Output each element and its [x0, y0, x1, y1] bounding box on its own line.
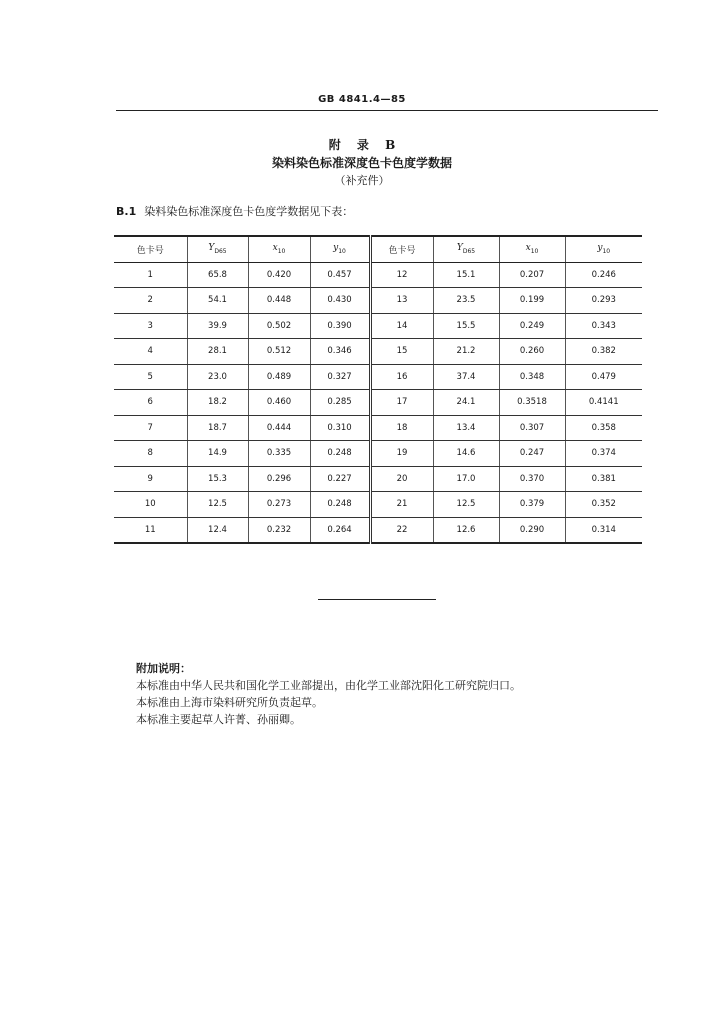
- header-y10: $y_{10}$: [565, 236, 642, 262]
- y-d65-cell: 12.5: [187, 492, 248, 518]
- card-no-cell: 18: [370, 415, 433, 441]
- card-no-cell: 4: [114, 339, 187, 365]
- y-d65-cell: 15.5: [433, 313, 499, 339]
- x10-cell: 0.307: [499, 415, 565, 441]
- y-d65-cell: 17.0: [433, 466, 499, 492]
- y10-cell: 0.381: [565, 466, 642, 492]
- y10-cell: 0.285: [310, 390, 370, 416]
- x10-cell: 0.296: [248, 466, 310, 492]
- x10-cell: 0.502: [248, 313, 310, 339]
- x10-cell: 0.512: [248, 339, 310, 365]
- table-row: [114, 517, 642, 543]
- x10-cell: 0.260: [499, 339, 565, 365]
- card-no-cell: 1: [114, 262, 187, 288]
- additional-notes: [136, 660, 521, 728]
- x10-cell: 0.232: [248, 517, 310, 543]
- x10-cell: 0.249: [499, 313, 565, 339]
- y10-cell: 0.479: [565, 364, 642, 390]
- y10-cell: 0.248: [310, 441, 370, 467]
- card-no-cell: 14: [370, 313, 433, 339]
- table-row: [114, 288, 642, 314]
- y-d65-cell: 23.0: [187, 364, 248, 390]
- x10-cell: 0.379: [499, 492, 565, 518]
- y10-cell: 0.314: [565, 517, 642, 543]
- header-y10: $y_{10}$: [310, 236, 370, 262]
- y10-cell: 0.343: [565, 313, 642, 339]
- y10-cell: 0.374: [565, 441, 642, 467]
- table-body: [114, 262, 642, 543]
- x10-cell: 0.273: [248, 492, 310, 518]
- y-d65-cell: 39.9: [187, 313, 248, 339]
- card-no-cell: 20: [370, 466, 433, 492]
- appendix-heading-block: [0, 136, 724, 190]
- y-d65-cell: 12.5: [433, 492, 499, 518]
- table-row: [114, 441, 642, 467]
- y-d65-cell: 12.4: [187, 517, 248, 543]
- y-d65-cell: 14.9: [187, 441, 248, 467]
- card-no-cell: 9: [114, 466, 187, 492]
- y-d65-cell: 12.6: [433, 517, 499, 543]
- table-row: [114, 339, 642, 365]
- header-y-d65: $Y_{D65}$: [187, 236, 248, 262]
- table-row: [114, 390, 642, 416]
- header-x10: $x_{10}$: [248, 236, 310, 262]
- y-d65-cell: 14.6: [433, 441, 499, 467]
- y-d65-cell: 24.1: [433, 390, 499, 416]
- y10-cell: 0.430: [310, 288, 370, 314]
- colorimetric-data-table: [114, 235, 642, 544]
- y10-cell: 0.390: [310, 313, 370, 339]
- y-d65-cell: 65.8: [187, 262, 248, 288]
- header-card-no: 色卡号: [114, 236, 187, 262]
- card-no-cell: 12: [370, 262, 433, 288]
- y-d65-cell: 23.5: [433, 288, 499, 314]
- notes-line: 本标准由上海市染料研究所负责起草。: [136, 696, 323, 709]
- card-no-cell: 22: [370, 517, 433, 543]
- x10-cell: 0.3518: [499, 390, 565, 416]
- y10-cell: 0.227: [310, 466, 370, 492]
- x10-cell: 0.460: [248, 390, 310, 416]
- x10-cell: 0.348: [499, 364, 565, 390]
- x10-cell: 0.247: [499, 441, 565, 467]
- section-number: B.1: [116, 205, 137, 218]
- card-no-cell: 21: [370, 492, 433, 518]
- card-no-cell: 2: [114, 288, 187, 314]
- y10-cell: 0.352: [565, 492, 642, 518]
- table-row: [114, 415, 642, 441]
- appendix-subtitle: 染料染色标准深度色卡色度学数据: [271, 156, 452, 170]
- y10-cell: 0.457: [310, 262, 370, 288]
- y10-cell: 0.346: [310, 339, 370, 365]
- header-rule: [116, 110, 658, 111]
- notes-line: 本标准由中华人民共和国化学工业部提出，由化学工业部沈阳化工研究院归口。: [136, 679, 521, 692]
- card-no-cell: 19: [370, 441, 433, 467]
- appendix-note: （补充件）: [334, 174, 390, 187]
- intro-text: 染料染色标准深度色卡色度学数据见下表：: [144, 205, 354, 218]
- x10-cell: 0.489: [248, 364, 310, 390]
- y10-cell: 0.246: [565, 262, 642, 288]
- table-row: [114, 492, 642, 518]
- header-y-d65: $Y_{D65}$: [433, 236, 499, 262]
- card-no-cell: 16: [370, 364, 433, 390]
- y-d65-cell: 21.2: [433, 339, 499, 365]
- table-row: [114, 364, 642, 390]
- y-d65-cell: 15.3: [187, 466, 248, 492]
- header-card-no: 色卡号: [370, 236, 433, 262]
- x10-cell: 0.335: [248, 441, 310, 467]
- end-rule: [318, 599, 436, 600]
- intro-paragraph: [116, 205, 353, 219]
- header-x10: $x_{10}$: [499, 236, 565, 262]
- y-d65-cell: 18.2: [187, 390, 248, 416]
- card-no-cell: 8: [114, 441, 187, 467]
- y-d65-cell: 15.1: [433, 262, 499, 288]
- card-no-cell: 7: [114, 415, 187, 441]
- notes-line: 本标准主要起草人许菁、孙丽卿。: [136, 713, 301, 726]
- y10-cell: 0.382: [565, 339, 642, 365]
- y-d65-cell: 18.7: [187, 415, 248, 441]
- card-no-cell: 10: [114, 492, 187, 518]
- card-no-cell: 17: [370, 390, 433, 416]
- table-row: [114, 466, 642, 492]
- x10-cell: 0.370: [499, 466, 565, 492]
- y10-cell: 0.264: [310, 517, 370, 543]
- x10-cell: 0.420: [248, 262, 310, 288]
- card-no-cell: 5: [114, 364, 187, 390]
- x10-cell: 0.207: [499, 262, 565, 288]
- y10-cell: 0.293: [565, 288, 642, 314]
- x10-cell: 0.448: [248, 288, 310, 314]
- card-no-cell: 6: [114, 390, 187, 416]
- y-d65-cell: 13.4: [433, 415, 499, 441]
- y10-cell: 0.358: [565, 415, 642, 441]
- card-no-cell: 15: [370, 339, 433, 365]
- card-no-cell: 13: [370, 288, 433, 314]
- y10-cell: 0.310: [310, 415, 370, 441]
- y10-cell: 0.4141: [565, 390, 642, 416]
- notes-heading: 附加说明：: [136, 662, 191, 675]
- y10-cell: 0.248: [310, 492, 370, 518]
- table-row: [114, 313, 642, 339]
- x10-cell: 0.199: [499, 288, 565, 314]
- y-d65-cell: 37.4: [433, 364, 499, 390]
- x10-cell: 0.290: [499, 517, 565, 543]
- x10-cell: 0.444: [248, 415, 310, 441]
- standard-code-header: GB 4841.4—85: [318, 94, 406, 105]
- card-no-cell: 3: [114, 313, 187, 339]
- table-header-row: [114, 236, 642, 262]
- y10-cell: 0.327: [310, 364, 370, 390]
- table-row: [114, 262, 642, 288]
- card-no-cell: 11: [114, 517, 187, 543]
- y-d65-cell: 28.1: [187, 339, 248, 365]
- appendix-title: 附 录 B: [328, 138, 402, 152]
- y-d65-cell: 54.1: [187, 288, 248, 314]
